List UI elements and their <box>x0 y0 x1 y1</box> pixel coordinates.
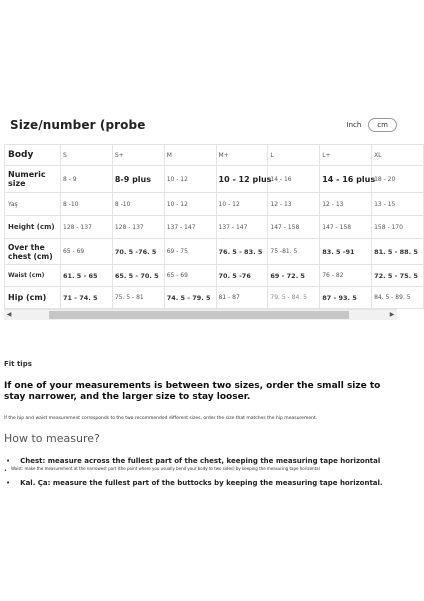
fit-tips-sub: If the hip and waist measurement corresponds to the two recommended different sizes, order the size that matches the hip measurement. <box>4 416 318 421</box>
table-cell: 12 - 13 <box>268 193 320 216</box>
fit-tips-title: Fit tips <box>4 360 32 368</box>
table-cell: 8 -10 <box>112 193 164 216</box>
row-label-numeric-size: Numeric size <box>5 166 61 193</box>
table-cell: 87 - 93. 5 <box>320 287 372 309</box>
scroll-left-icon[interactable]: ◀ <box>6 311 12 318</box>
table-cell: 69 - 75 <box>164 239 216 265</box>
table-cell: 81 - 87 <box>216 287 268 309</box>
measure-waist-text: Waist: make the measurement at the narrowest part (the point where you usually bend your body to two sides) by keeping the measuring tape horizontal <box>10 466 320 471</box>
table-cell: 10 - 12 plus <box>216 166 268 193</box>
scroll-thumb[interactable] <box>49 311 349 319</box>
table-cell: 10 - 12 <box>164 193 216 216</box>
table-cell: 81. 5 - 88. 5 <box>372 239 424 265</box>
page-title: Size/number (probe <box>10 118 146 132</box>
table-cell: 83. 5 -91 <box>320 239 372 265</box>
table-cell: 14 - 16 <box>268 166 320 193</box>
size-header-m: M <box>164 145 216 166</box>
table-cell: 128 - 137 <box>112 216 164 239</box>
table-row <box>5 265 424 287</box>
how-to-measure-title: How to measure? <box>4 432 100 445</box>
row-label-chest: Over the chest (cm) <box>5 239 61 265</box>
table-cell: 13 - 15 <box>372 193 424 216</box>
size-table-container <box>4 144 418 309</box>
size-header-l-plus: L+ <box>320 145 372 166</box>
table-cell: 76. 5 - 83. 5 <box>216 239 268 265</box>
table-cell: 72. 5 - 75. 5 <box>372 265 424 287</box>
bullet-icon: • <box>6 457 11 465</box>
table-cell: 69 - 72. 5 <box>268 265 320 287</box>
table-header-row <box>5 145 424 166</box>
table-cell: 128 - 137 <box>61 216 113 239</box>
size-header-xl: XL <box>372 145 424 166</box>
list-item <box>6 457 398 465</box>
size-table <box>4 144 424 309</box>
row-label-hip: Hip (cm) <box>5 287 61 309</box>
table-cell: 76 - 82 <box>320 265 372 287</box>
table-cell: 158 - 170 <box>372 216 424 239</box>
table-cell: 65 - 69 <box>164 265 216 287</box>
table-cell: 70. 5 -76 <box>216 265 268 287</box>
list-item <box>4 466 398 474</box>
table-cell: 8-9 plus <box>112 166 164 193</box>
table-cell: 75. 5 - 81 <box>112 287 164 309</box>
table-cell: 70. 5 -76. 5 <box>112 239 164 265</box>
list-item <box>6 479 398 487</box>
table-cell: 137 - 147 <box>164 216 216 239</box>
table-cell: 10 - 12 <box>216 193 268 216</box>
measure-chest-text: Chest: measure across the fullest part of the chest, keeping the measuring tape horizontal <box>20 457 381 465</box>
table-row <box>5 216 424 239</box>
row-label-age: Yaş <box>5 193 61 216</box>
size-header-s: S <box>61 145 113 166</box>
table-cell: 147 - 158 <box>268 216 320 239</box>
table-row <box>5 239 424 265</box>
measure-hip-text: Kal. Ça: measure the fullest part of the buttocks by keeping the measuring tape horizontal. <box>20 479 383 487</box>
scroll-right-icon[interactable]: ▶ <box>389 311 395 318</box>
size-header-l: L <box>268 145 320 166</box>
row-label-waist: Waist (cm) <box>5 265 61 287</box>
table-row <box>5 166 424 193</box>
table-cell: 8 -10 <box>61 193 113 216</box>
row-label-height: Height (cm) <box>5 216 61 239</box>
table-cell: 12 - 13 <box>320 193 372 216</box>
table-cell: 74. 5 - 79. 5 <box>164 287 216 309</box>
table-row <box>5 193 424 216</box>
table-cell: 10 - 12 <box>164 166 216 193</box>
bullet-icon: • <box>4 468 7 474</box>
table-cell: 8 - 9 <box>61 166 113 193</box>
table-row <box>5 287 424 309</box>
table-cell: 14 - 16 plus <box>320 166 372 193</box>
table-cell: 65 - 69 <box>61 239 113 265</box>
table-cell: 84. 5 - 89. 5 <box>372 287 424 309</box>
table-cell: 61. 5 - 65 <box>61 265 113 287</box>
bullet-icon: • <box>6 479 11 487</box>
table-cell: 65. 5 - 70. 5 <box>112 265 164 287</box>
unit-toggle <box>340 118 397 132</box>
table-cell: 147 - 158 <box>320 216 372 239</box>
table-cell: 79. 5 - 84. 5 <box>268 287 320 309</box>
table-cell: 75 -81. 5 <box>268 239 320 265</box>
table-cell: 71 - 74. 5 <box>61 287 113 309</box>
table-cell: 18 - 20 <box>372 166 424 193</box>
unit-inch-option[interactable]: Inch <box>346 121 362 129</box>
size-header-s-plus: S+ <box>112 145 164 166</box>
fit-tips-main: If one of your measurements is between two sizes, order the small size to stay narrower, and the larger size to stay looser. <box>4 381 381 402</box>
size-header-m-plus: M+ <box>216 145 268 166</box>
horizontal-scrollbar[interactable] <box>4 309 397 320</box>
table-cell: 137 - 147 <box>216 216 268 239</box>
table-header-label: Body <box>5 145 61 166</box>
unit-cm-option[interactable]: cm <box>368 118 397 132</box>
